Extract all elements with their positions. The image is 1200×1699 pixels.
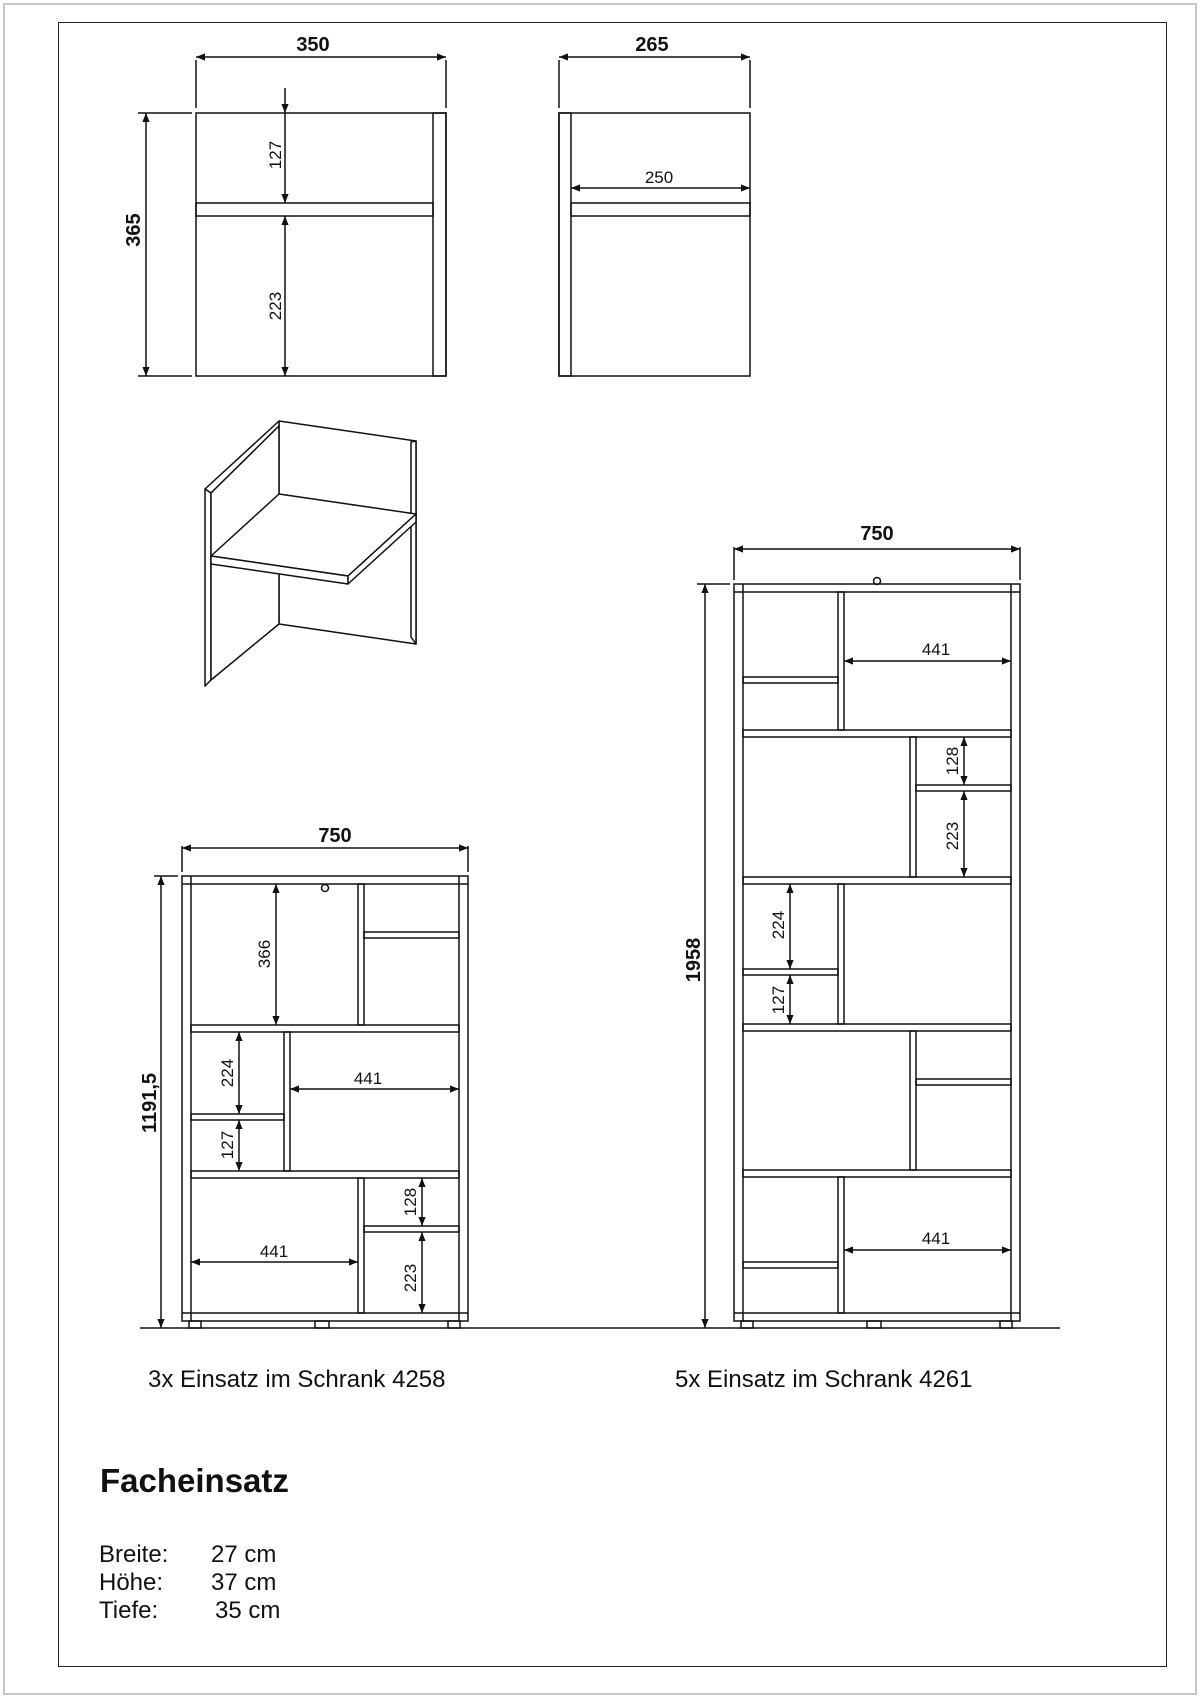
dim-label: 127: [769, 985, 788, 1015]
caption-cabinet-4261: 5x Einsatz im Schrank 4261: [675, 1366, 973, 1393]
cabinet-4258-height-label: 1191,5: [139, 1072, 161, 1134]
cabinet-4261-shelf: [743, 877, 1011, 884]
spec-label: Höhe:: [99, 1569, 164, 1596]
cabinet-4258-outline: [182, 876, 468, 1321]
cabinet-4258: [154, 846, 468, 1328]
front-height-label: 365: [123, 213, 145, 247]
cabinet-4261-shelf: [743, 1170, 1011, 1177]
cabinet-4261-height-label: 1958: [683, 937, 705, 983]
front-view-shelf: [196, 203, 433, 216]
front-view-outline: [196, 113, 446, 376]
side-view-shelf: [571, 203, 750, 216]
cabinet-4258-shelf: [191, 1025, 459, 1032]
spec-row-depth: [99, 1597, 280, 1625]
dim-label: 223: [401, 1263, 420, 1293]
cabinet-4261-shelf: [743, 730, 1011, 737]
front-view: [138, 57, 446, 376]
spec-label: Tiefe:: [99, 1597, 159, 1624]
upper-compartment-label: 127: [266, 140, 285, 170]
dim-label: 441: [921, 640, 951, 659]
spec-value: 37 cm: [211, 1569, 277, 1596]
spec-value: 27 cm: [211, 1541, 277, 1568]
dim-label: 441: [259, 1242, 289, 1261]
dim-label: 127: [218, 1130, 237, 1160]
product-title: Facheinsatz: [100, 1462, 289, 1499]
isometric-view: [205, 421, 416, 686]
dim-label: 441: [921, 1229, 951, 1248]
dim-label: 128: [943, 746, 962, 776]
side-view-outline: [559, 113, 750, 376]
dim-label: 224: [218, 1058, 237, 1088]
front-view-side-panel: [433, 113, 446, 376]
spec-value: 35 cm: [215, 1597, 281, 1624]
caption-cabinet-4258: 3x Einsatz im Schrank 4258: [148, 1366, 446, 1393]
dim-label: 366: [255, 939, 274, 969]
dim-label: 223: [943, 821, 962, 851]
spec-label: Breite:: [99, 1541, 169, 1568]
cabinet-4258-width-label: 750: [318, 825, 352, 847]
cabinet-4261-width-label: 750: [860, 523, 894, 545]
dim-label: 441: [353, 1069, 383, 1088]
shelf-depth-label: 250: [644, 168, 674, 187]
front-width-label: 350: [296, 34, 330, 56]
spec-row-width: [99, 1541, 280, 1569]
side-depth-label: 265: [635, 34, 669, 56]
cabinet-4261: [697, 547, 1020, 1328]
cabinet-4261-shelf: [743, 1024, 1011, 1031]
dim-label: 128: [401, 1187, 420, 1217]
spec-row-height: [99, 1569, 280, 1597]
cabinet-4258-shelf: [191, 1171, 459, 1178]
lower-compartment-label: 223: [266, 291, 285, 321]
iso-side-edge: [205, 489, 211, 686]
dim-label: 224: [769, 910, 788, 940]
cabinet-4261-outline: [734, 584, 1020, 1321]
side-view: [559, 57, 750, 376]
side-view-back-panel: [559, 113, 571, 376]
product-specs: [99, 1541, 280, 1625]
